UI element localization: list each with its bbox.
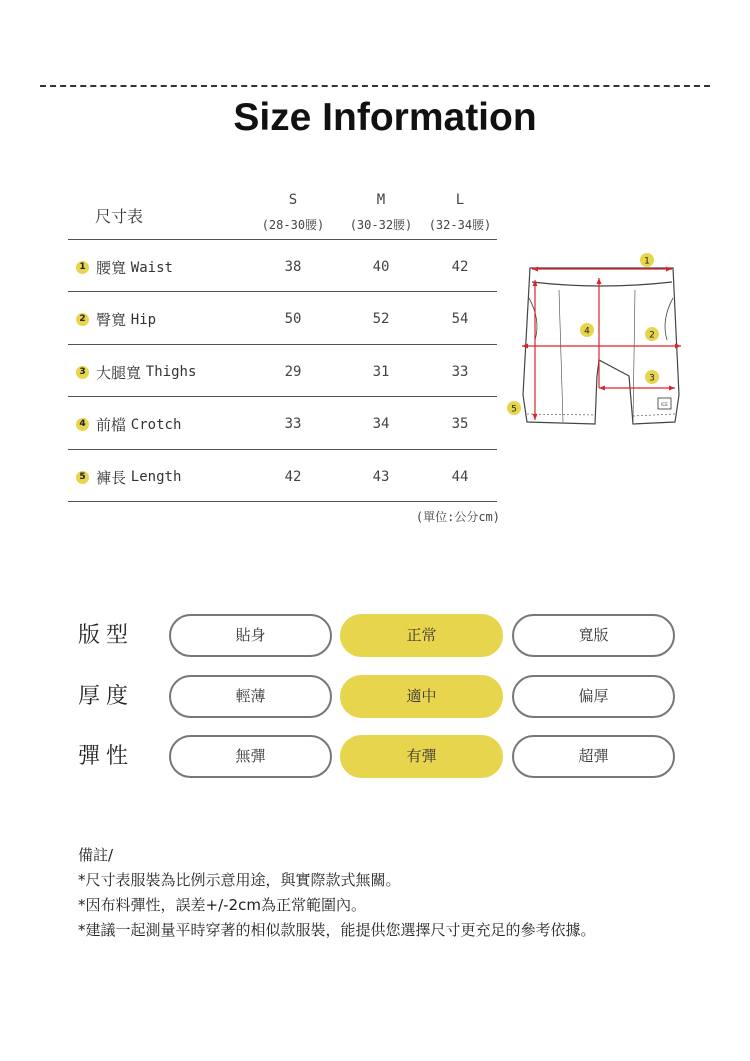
value-l: 54 [451, 311, 469, 328]
table-row-waist [68, 240, 497, 292]
value-m: 40 [372, 259, 390, 275]
measurement-lines [522, 269, 681, 420]
size-table [68, 188, 497, 502]
diagram-marker-5 [507, 401, 521, 415]
fit-option-loose: 寬版 [512, 614, 675, 657]
measure-name-en: Waist [130, 259, 173, 276]
shorts-measurement-diagram [505, 250, 695, 430]
value-m: 43 [372, 468, 390, 485]
size-s-range: (28-30腰) [261, 218, 325, 232]
marker-badge: 5 [76, 471, 89, 484]
table-row-length [68, 450, 497, 502]
value-l: 44 [451, 468, 469, 485]
diagram-marker-4 [580, 323, 594, 337]
note-line: *因布料彈性，誤差+/-2cm為正常範圍內。 [78, 896, 366, 914]
page-title: Size Information [233, 96, 537, 139]
value-s: 33 [284, 416, 302, 433]
size-l-range: (32-34腰) [428, 218, 492, 232]
value-s: 29 [284, 363, 302, 380]
measure-name-en: Hip [130, 311, 157, 328]
measure-name-en: Thighs [145, 364, 197, 381]
svg-text:5: 5 [511, 404, 517, 415]
thickness-label: 厚度 [78, 684, 135, 709]
thickness-option-medium: 適中 [340, 675, 503, 718]
size-s-label: S [288, 192, 298, 208]
marker-badge: 1 [76, 261, 89, 274]
thickness-option-thin: 輕薄 [169, 675, 332, 718]
table-row-thighs [68, 345, 497, 397]
table-row-crotch [68, 397, 497, 449]
value-s: 50 [284, 311, 302, 328]
notes-heading: 備註/ [78, 846, 114, 864]
measure-name-en: Crotch [130, 416, 182, 433]
measurement-arrowheads [522, 267, 681, 421]
svg-text:2: 2 [649, 330, 655, 341]
fit-attribute-row [78, 614, 678, 658]
value-l: 42 [451, 259, 469, 275]
brand-tag-text: ICE [661, 402, 668, 407]
svg-text:1: 1 [644, 256, 650, 267]
marker-badge: 4 [76, 418, 89, 431]
dashed-divider [40, 85, 710, 87]
unit-note: (單位:公分cm) [415, 510, 500, 524]
svg-text:4: 4 [584, 326, 590, 337]
value-m: 31 [372, 363, 390, 380]
note-line: *尺寸表服裝為比例示意用途，與實際款式無關。 [78, 871, 401, 889]
value-l: 33 [451, 363, 469, 380]
notes-section [78, 843, 738, 943]
elasticity-option-stretch: 有彈 [340, 735, 503, 778]
fit-label: 版型 [78, 623, 135, 648]
size-table-label: 尺寸表 [95, 207, 144, 226]
size-m-range: (30-32腰) [349, 218, 413, 232]
measure-name-zh: 腰寬 [96, 259, 127, 277]
value-m: 34 [372, 416, 390, 433]
elasticity-option-super: 超彈 [512, 735, 675, 778]
measure-name-zh: 褲長 [96, 468, 127, 487]
measure-name-zh: 前檔 [96, 416, 127, 435]
note-line: *建議一起測量平時穿著的相似款服裝，能提供您選擇尺寸更充足的參考依據。 [78, 921, 596, 939]
measure-name-zh: 大腿寬 [96, 363, 142, 382]
fit-option-regular: 正常 [340, 614, 503, 657]
diagram-marker-2 [645, 327, 659, 341]
elasticity-label: 彈性 [78, 744, 135, 769]
fit-option-slim: 貼身 [169, 614, 332, 657]
thickness-attribute-row [78, 675, 678, 719]
value-m: 52 [372, 311, 390, 328]
elasticity-option-none: 無彈 [169, 735, 332, 778]
size-l-label: L [455, 192, 465, 208]
elasticity-attribute-row [78, 735, 678, 779]
measure-name-zh: 臀寬 [96, 311, 127, 330]
svg-text:3: 3 [649, 373, 655, 384]
table-row-hip [68, 292, 497, 344]
value-s: 38 [284, 259, 302, 275]
size-m-label: M [376, 192, 386, 208]
measure-name-en: Length [130, 469, 182, 486]
diagram-marker-3 [645, 370, 659, 384]
marker-badge: 3 [76, 366, 89, 379]
size-table-header [68, 188, 497, 240]
value-s: 42 [284, 468, 302, 485]
marker-badge: 2 [76, 313, 89, 326]
value-l: 35 [451, 416, 469, 433]
thickness-option-thick: 偏厚 [512, 675, 675, 718]
diagram-marker-1 [640, 253, 654, 267]
